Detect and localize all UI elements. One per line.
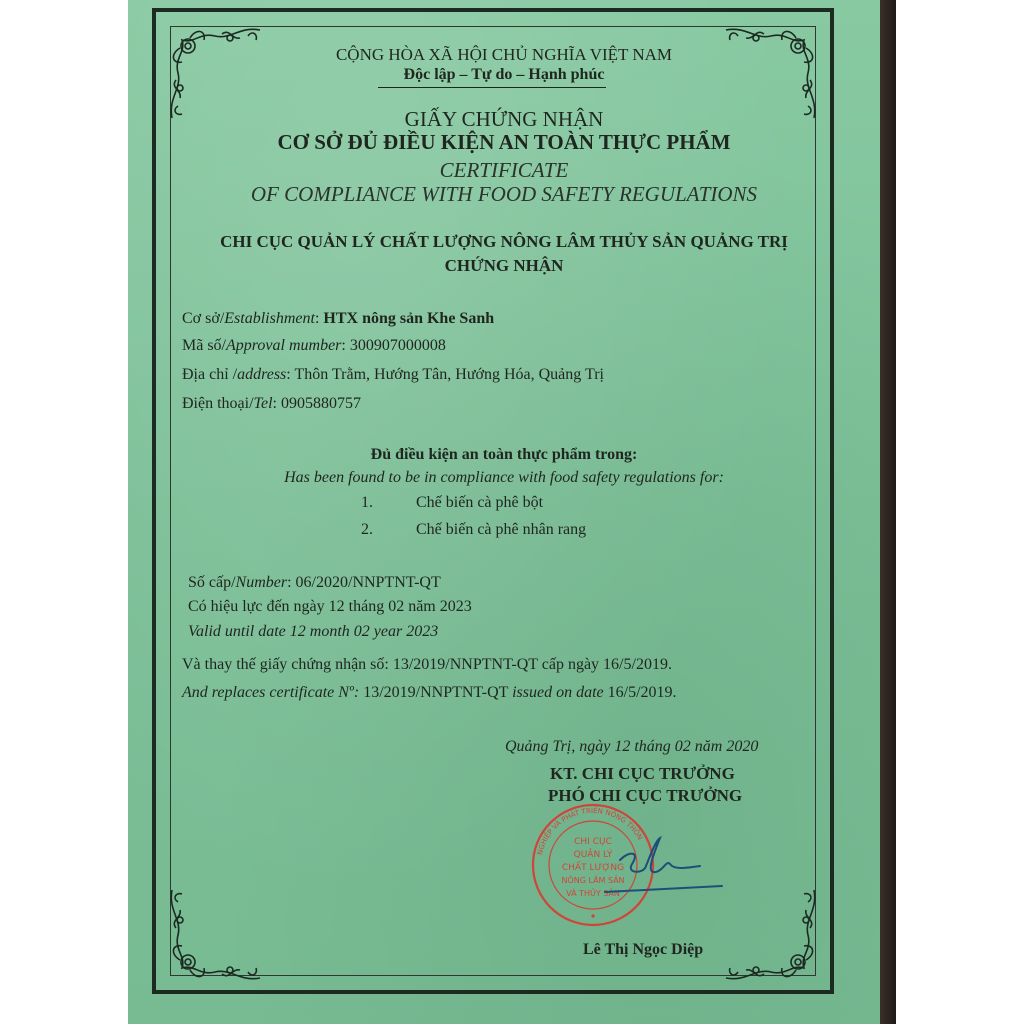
background-edge: [880, 0, 896, 1024]
field-label-vn: Mã số/: [182, 337, 226, 354]
national-motto: Độc lập – Tự do – Hạnh phúc: [403, 66, 605, 83]
ornament-corner-bottom-right-icon: [716, 880, 826, 990]
signatory-title-1: KT. CHI CỤC TRƯỞNG: [550, 764, 735, 783]
field-establishment: [182, 310, 494, 328]
scope-item-number: 1.: [361, 494, 373, 511]
field-telephone: [182, 395, 361, 413]
stamp-line: CHI CỤC: [574, 837, 612, 847]
svg-text:CHẤT LƯỢNG: CHẤT LƯỢNG: [561, 863, 625, 873]
field-label-en: Approval mumber: [226, 337, 342, 354]
field-value: 300907000008: [349, 337, 446, 354]
scope-item-text: Chế biến cà phê nhân rang: [416, 521, 587, 538]
field-address: [182, 366, 604, 384]
issuing-agency: CHI CỤC QUẢN LÝ CHẤT LƯỢNG NÔNG LÂM THỦY SẢN QUẢNG TRỊ: [220, 232, 788, 251]
scope-heading-en: Has been found to be in compliance with food safety regulations for:: [284, 469, 724, 486]
field-label-en: Tel: [253, 395, 273, 412]
number-label-en: Number: [235, 574, 288, 591]
ornament-corner-bottom-left-icon: [160, 880, 270, 990]
signatory-title-2: PHÓ CHI CỤC TRƯỞNG: [548, 786, 743, 805]
replaces-number: 13/2019/NNPTNT-QT: [363, 684, 513, 701]
number-value: : 06/2020/NNPTNT-QT: [287, 574, 441, 591]
svg-text:VÀ THỦY SẢN: VÀ THỦY SẢN: [566, 889, 620, 898]
validity-vn: Có hiệu lực đến ngày 12 tháng 02 năm 2023: [188, 598, 472, 615]
certificate-title-vn-line2: CƠ SỞ ĐỦ ĐIỀU KIỆN AN TOÀN THỰC PHẨM: [277, 130, 731, 154]
nation-header: CỘNG HÒA XÃ HỘI CHỦ NGHĨA VIỆT NAM: [335, 45, 673, 64]
replaces-vn: Và thay thế giấy chứng nhận số: 13/2019/NNPTNT-QT cấp ngày 16/5/2019.: [182, 656, 672, 673]
svg-text:NÔNG LÂM SẢN: NÔNG LÂM SẢN: [561, 876, 625, 885]
number-label-vn: Số cấp/: [188, 574, 236, 591]
field-value: HTX nông sản Khe Sanh: [323, 310, 495, 327]
validity-en: Valid until date 12 month 02 year 2023: [188, 623, 439, 640]
field-label-vn: Điện thoại/: [182, 395, 254, 412]
signer-name: Lê Thị Ngọc Diệp: [583, 941, 704, 958]
certificate-number: [188, 574, 441, 592]
certificate-title-vn-line1: GIẤY CHỨNG NHẬN: [404, 107, 604, 131]
replaces-label: And replaces certificate Nº:: [182, 684, 364, 701]
replaces-en: [182, 684, 677, 702]
certifies-heading: CHỨNG NHẬN: [444, 256, 564, 275]
replaces-issued-label: issued on date: [512, 684, 608, 701]
field-label-vn: Địa chỉ /: [182, 366, 238, 383]
svg-text:NGHIỆP VÀ PHÁT TRIỂN NÔNG THÔN: NGHIỆP VÀ PHÁT TRIỂN NÔNG THÔN: [536, 806, 645, 856]
field-value: Thôn Trằm, Hướng Tân, Hướng Hóa, Quảng Trị: [294, 366, 604, 383]
field-separator: :: [341, 337, 350, 354]
field-separator: :: [286, 366, 295, 383]
motto-underline: [378, 87, 606, 88]
field-separator: :: [314, 310, 324, 327]
field-label-vn: Cơ sở/: [182, 310, 225, 327]
place-and-date: Quảng Trị, ngày 12 tháng 02 năm 2020: [505, 738, 759, 755]
svg-text:QUẢN LÝ: QUẢN LÝ: [573, 850, 613, 860]
scope-item-text: Chế biến cà phê bột: [416, 494, 544, 511]
replaces-date: 16/5/2019.: [607, 684, 677, 701]
certificate-title-en-line2: OF COMPLIANCE WITH FOOD SAFETY REGULATIONS: [250, 182, 758, 206]
field-separator: :: [272, 395, 281, 412]
field-value: 0905880757: [280, 395, 361, 412]
field-label-en: Establishment: [224, 310, 315, 327]
certificate-title-en-line1: CERTIFICATE: [439, 158, 569, 182]
field-approval-number: [182, 337, 446, 355]
field-label-en: address: [237, 366, 287, 383]
scope-heading-vn: Đủ điều kiện an toàn thực phẩm trong:: [370, 446, 638, 463]
scope-item-number: 2.: [361, 521, 373, 538]
handwritten-signature-icon: [600, 830, 725, 900]
